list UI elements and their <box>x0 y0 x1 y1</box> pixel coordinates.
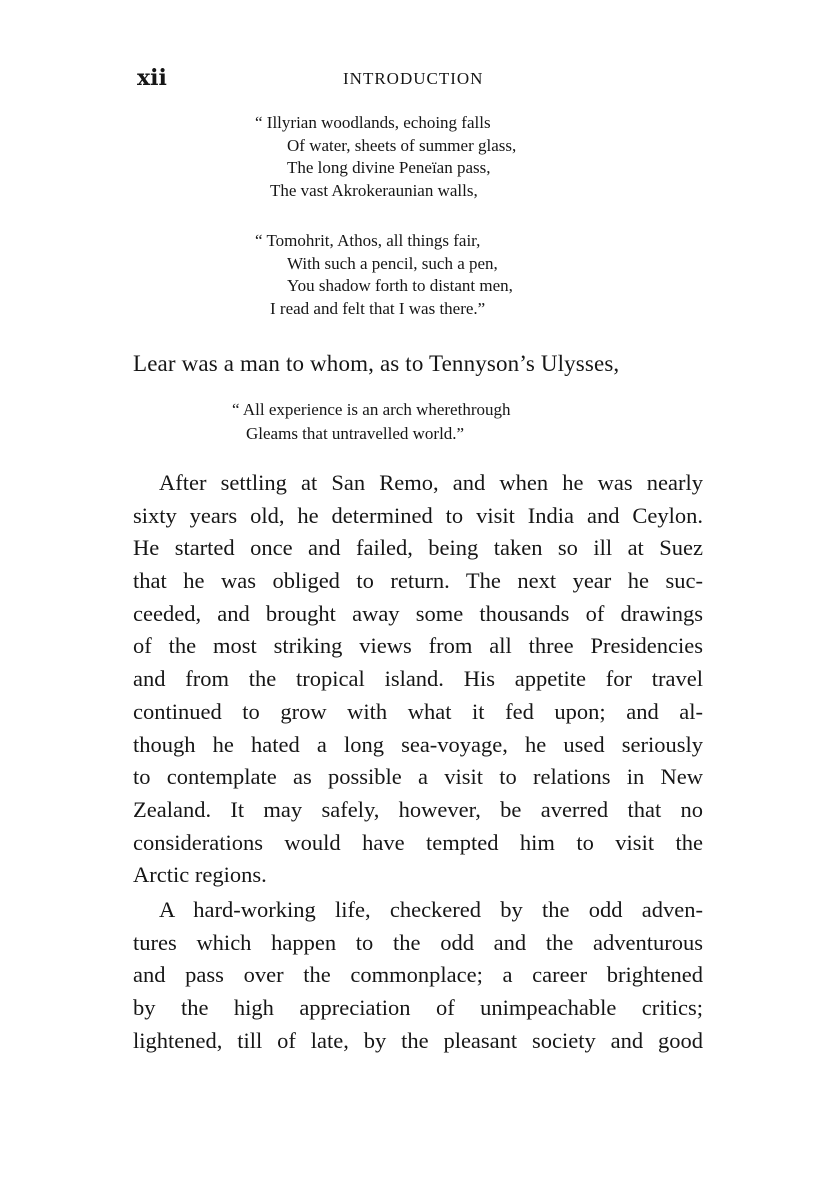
running-head: INTRODUCTION <box>343 69 484 88</box>
paragraph-line: though he hated a long sea-voyage, he used seriously <box>133 731 703 757</box>
page-header <box>133 64 708 92</box>
poem-line: The long divine Peneïan pass, <box>287 158 491 177</box>
paragraph-line: He started once and failed, being taken so ill at Suez <box>133 535 703 561</box>
block-quote <box>232 398 511 446</box>
paragraph-line: considerations would have tempted him to visit the <box>133 829 703 855</box>
paragraph-line: of the most striking views from all three Presidencies <box>133 633 703 659</box>
poem-line: “ Tomohrit, Athos, all things fair, <box>255 231 481 250</box>
paragraph-line: lightened, till of late, by the pleasant society and good <box>133 1027 703 1053</box>
poem-line: Of water, sheets of summer glass, <box>287 135 517 155</box>
paragraph-line: to contemplate as possible a visit to relations in New <box>133 764 703 790</box>
paragraph-line: ceeded, and brought away some thousands of drawings <box>133 600 703 626</box>
body-paragraph <box>133 894 703 1057</box>
paragraph-line: continued to grow with what it fed upon; and al- <box>133 698 703 724</box>
paragraph-line: Arctic regions. <box>133 862 267 888</box>
quote-line: “ All experience is an arch wherethrough <box>232 400 511 419</box>
paragraph-line: that he was obliged to return. The next year he suc- <box>133 568 703 594</box>
paragraph-line: sixty years old, he determined to visit India and Ceylon. <box>133 502 703 528</box>
paragraph-line: Zealand. It may safely, however, be averred that no <box>133 796 703 822</box>
poem-line: The vast Akrokeraunian walls, <box>270 180 478 200</box>
quote-line: Gleams that untravelled world.” <box>246 424 465 443</box>
paragraph-line: tures which happen to the odd and the adventurous <box>133 929 703 955</box>
poem-line: With such a pencil, such a pen, <box>287 253 498 273</box>
body-paragraph <box>133 467 703 892</box>
poem-line: I read and felt that I was there.” <box>270 298 486 318</box>
body-sentence: Lear was a man to whom, as to Tennyson’s Ulysses, <box>133 351 620 376</box>
poem-stanza <box>255 230 513 320</box>
paragraph-line: by the high appreciation of unimpeachable critics; <box>133 995 703 1021</box>
paragraph-line: and pass over the commonplace; a career brightened <box>133 962 703 988</box>
paragraph-line: A hard-working life, checkered by the odd adven- <box>159 897 703 922</box>
paragraph-line: After settling at San Remo, and when he was nearly <box>159 470 703 495</box>
poem-line: You shadow forth to distant men, <box>287 276 513 295</box>
page-number: xii <box>137 65 167 91</box>
poem-line: “ Illyrian woodlands, echoing falls <box>255 113 491 132</box>
poem-stanza <box>255 112 516 202</box>
paragraph-line: and from the tropical island. His appetite for travel <box>133 666 703 692</box>
